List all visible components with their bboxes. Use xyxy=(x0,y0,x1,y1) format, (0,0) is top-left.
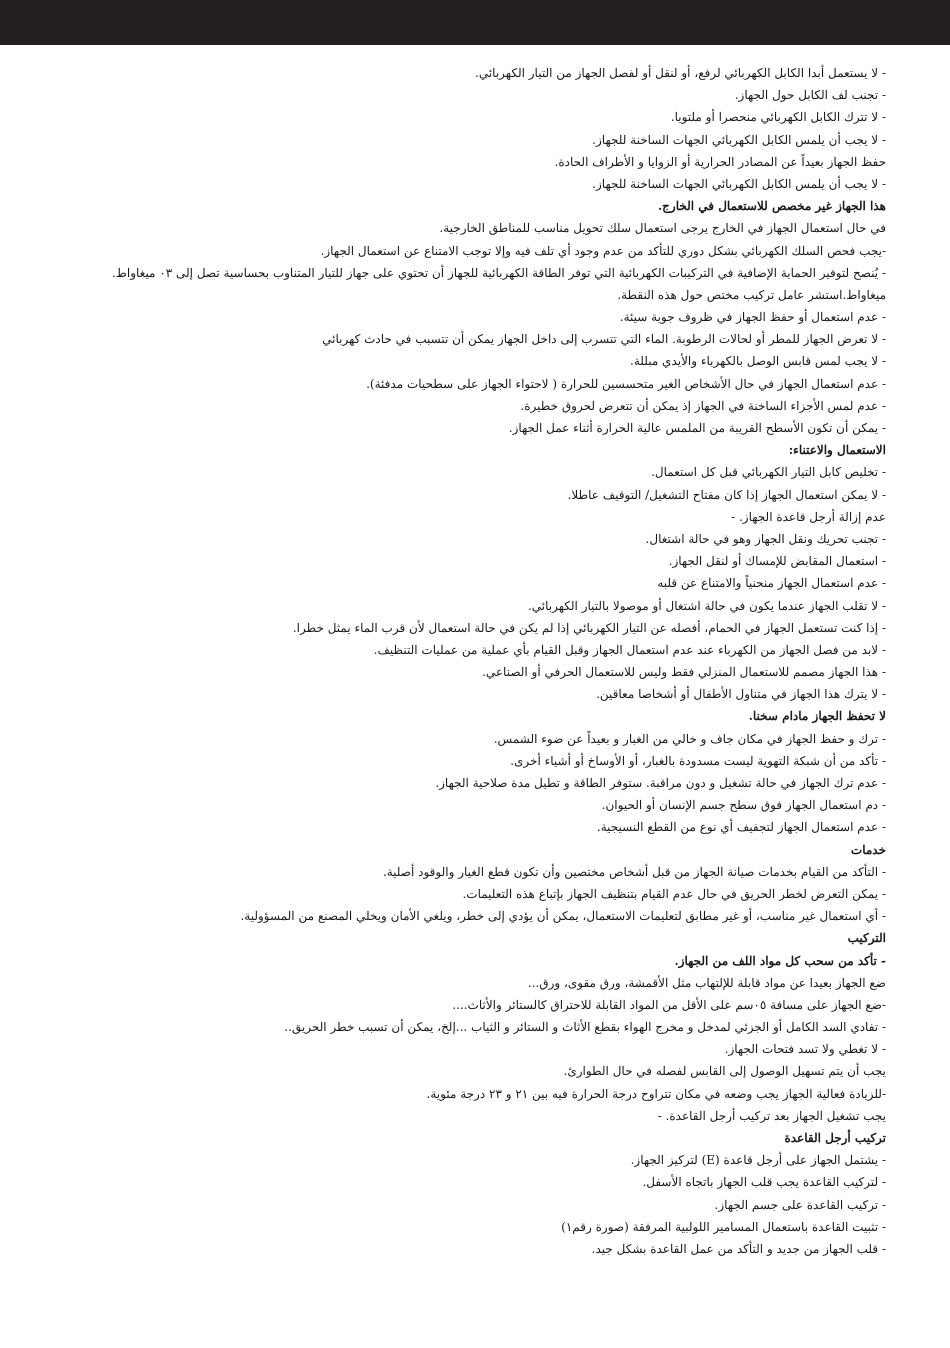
instruction-line: في حال استعمال الجهاز في الخارج يرجى استعمال سلك تحويل مناسب للمناطق الخارجية. xyxy=(439,221,886,236)
instruction-line: يجب أن يتم تسهيل الوصول إلى القابس لفصله في حال الطوارئ. xyxy=(563,1064,886,1079)
header-bar xyxy=(0,0,950,45)
instruction-line: - التأكد من القيام بخدمات صيانة الجهاز من قبل أشخاص مختصين وأن تكون قطع الغيار والوقود أصلية. xyxy=(382,864,886,879)
instruction-line: - عدم لمس الأجزاء الساخنة في الجهاز إذ يمكن أن تتعرض لحروق خطيرة. xyxy=(520,398,886,413)
instruction-line: - تخليص كابل التيار الكهربائي قبل كل استعمال. xyxy=(651,465,886,480)
section-heading: التركيب xyxy=(847,931,886,946)
instruction-line: - تأكد من أن شبكة التهوية ليست مسدودة بالغبار، أو الأوساخ أو أشياء أخرى. xyxy=(510,753,886,768)
instruction-line: - لا تغطي ولا تسد فتحات الجهاز. xyxy=(724,1042,886,1057)
instruction-line: - لا يجب أن يلمس الكابل الكهربائي الجهات الساخنة للجهاز. xyxy=(592,176,886,191)
instruction-line: يجب تشغيل الجهاز بعد تركيب أرجل القاعدة. - xyxy=(657,1108,886,1123)
instruction-line: - عدم استعمال أو حفظ الجهاز في ظروف جوية سيئة. xyxy=(619,310,886,325)
instruction-line: - لا يستعمل أبدا الكابل الكهربائي لرفع، أو لنقل أو لفصل الجهاز من التيار الكهربائي. xyxy=(475,66,886,80)
instruction-line: - تجنب لف الكابل حول الجهاز. xyxy=(734,88,886,103)
instruction-line: - عدم استعمال الجهاز في حال الأشخاص الغير متحسسين للحرارة ( لاحتواء الجهاز على سطحيات مدفئة). xyxy=(366,376,886,391)
instruction-line: - هذا الجهاز مصمم للاستعمال المنزلي فقط وليس للاستعمال الحرفي أو الصناعي. xyxy=(482,665,886,680)
instruction-line: - تثبيت القاعدة باستعمال المسامير اللولبية المرفقة (صورة رقم١) xyxy=(561,1219,886,1234)
instruction-line: - لا تعرض الجهاز للمطر أو لحالات الرطوبة. الماء التي تتسرب إلى داخل الجهاز يمكن أن تتسبب في حادث كهربائي xyxy=(322,332,886,347)
instruction-line: -للزيادة فعالية الجهاز يجب وضعه في مكان تتراوح درجة الحرارة فيه بين ٢١ و ٢٣ درجة مئوية. xyxy=(426,1086,886,1101)
instruction-line: - يمكن التعرض لخطر الحريق في حال عدم القيام بتنظيف الجهاز بإتباع هذه التعليمات. xyxy=(462,886,886,901)
instruction-line: - دم استعمال الجهاز فوق سطح جسم الإنسان أو الحيوان. xyxy=(601,798,886,813)
instruction-line: - أي استعمال غير مناسب، أو غير مطابق لتعليمات الاستعمال، يمكن أن يؤدي إلى خطر، ويلغي الأمان ويخلي المصنع من المسؤولية. xyxy=(240,909,886,924)
instruction-line: - يشتمل الجهاز على أرجل قاعدة (E) لتركيز الجهاز. xyxy=(630,1153,886,1168)
instruction-line: -يجب فحص السلك الكهربائي بشكل دوري للتأكد من عدم وجود أي تلف فيه وإلا توجب الامتناع عن استعمال الجهاز. xyxy=(320,243,886,258)
instruction-line: - لا يجب لمس قابس الوصل بالكهرباء والأيدي مبللة. xyxy=(630,354,886,369)
instruction-line: - عدم استعمال الجهاز منحنياً والامتناع عن قلبه xyxy=(657,576,886,591)
instruction-line: -ضع الجهاز على مسافة ٠٥سم على الأقل من المواد القابلة للاحتراق كالستائر والأثاث.... xyxy=(452,997,886,1012)
instruction-line: - لا يترك هذا الجهاز في متناول الأطفال أو أشخاصا معاقين. xyxy=(596,687,886,702)
instruction-line: - عدم ترك الجهاز في حالة تشغيل و دون مراقبة. ستوفر الطاقة و تطيل مدة صلاحية الجهاز. xyxy=(435,776,886,791)
instruction-line: - لابد من فصل الجهاز من الكهرباء عند عدم استعمال الجهاز وقبل القيام بأي عملية من عمليات التنظيف. xyxy=(373,642,886,657)
instruction-line: - تفادي السد الكامل أو الجزئي لمدخل و مخرج الهواء بقطع الأثاث و الستائر و الثياب ...إلخ، يمكن أن تسبب خطر الحريق.. xyxy=(284,1020,886,1035)
section-heading: - تأكد من سحب كل مواد اللف من الجهاز. xyxy=(674,953,886,968)
instruction-line: حفظ الجهاز بعيداً عن المصادر الحرارية أو الزوايا و الأطراف الحادة. xyxy=(554,154,886,169)
instruction-line: - لا تقلب الجهاز عندما يكون في حالة اشتغال أو موصولا بالتيار الكهربائي. xyxy=(527,598,886,613)
section-heading: تركيب أرجل القاعدة xyxy=(784,1131,886,1146)
instruction-line: - لا يجب أن يلمس الكابل الكهربائي الجهات الساخنة للجهاز. xyxy=(592,132,886,147)
instruction-line: - ترك و حفظ الجهاز في مكان جاف و خالي من الغبار و بعيداً عن ضوء الشمس. xyxy=(493,731,886,746)
instruction-line: - قلب الجهاز من جديد و التأكد من عمل القاعدة بشكل جيد. xyxy=(591,1241,886,1256)
instruction-line: - يمكن أن تكون الأسطح القريبة من الملمس عالية الحرارة أثناء عمل الجهاز. xyxy=(508,421,886,436)
section-heading: خدمات xyxy=(850,842,886,857)
document-body xyxy=(60,62,886,1260)
instruction-line: - لتركيب القاعدة يجب قلب الجهاز باتجاه الأسفل. xyxy=(642,1175,886,1190)
instruction-line: - استعمال المقابض للإمساك أو لنقل الجهاز. xyxy=(668,554,886,569)
instruction-line: ضع الجهاز بعيدا عن مواد قابلة للإلتهاب مثل الأقمشة، ورق مقوى، ورق... xyxy=(527,975,886,990)
instruction-line: - لا يمكن استعمال الجهاز إذا كان مفتاح التشغيل/ التوقيف عاطلا. xyxy=(567,487,886,502)
section-heading: هذا الجهاز غير مخصص للاستعمال في الخارج. xyxy=(658,199,886,214)
section-heading: لا تحفظ الجهاز مادام سخنا. xyxy=(748,709,886,724)
instruction-line: - تجنب تحريك ونقل الجهاز وهو في حالة اشتغال. xyxy=(645,531,886,546)
instruction-line: - يُنصح لتوفير الحماية الإضافية في التركيبات الكهربائية التي توفر الطاقة الكهربائية للجهاز أن تحتوي على جهاز للتيار المتناوب بحساسية تصل إلى ٠٣ ميغاواط. ميغاواط.استشر عامل تركيب مختص حول هذه النقطة. xyxy=(111,265,886,302)
instruction-line: - تركيب القاعدة على جسم الجهاز. xyxy=(714,1197,886,1212)
section-heading: الاستعمال والاعتناء: xyxy=(788,443,886,458)
instruction-line: عدم إزالة أرجل قاعدة الجهاز. - xyxy=(731,509,886,524)
instruction-line: - عدم استعمال الجهاز لتجفيف أي نوع من القطع النسيجية. xyxy=(596,820,886,835)
instruction-line: - إذا كنت تستعمل الجهاز في الحمام، أفصله عن التيار الكهربائي إذا لم يكن في حالة استعمال لأن قرب الماء يمثل خطرا. xyxy=(292,620,886,635)
instruction-line: - لا تترك الكابل الكهربائي منحصرا أو ملتويا. xyxy=(670,110,886,125)
